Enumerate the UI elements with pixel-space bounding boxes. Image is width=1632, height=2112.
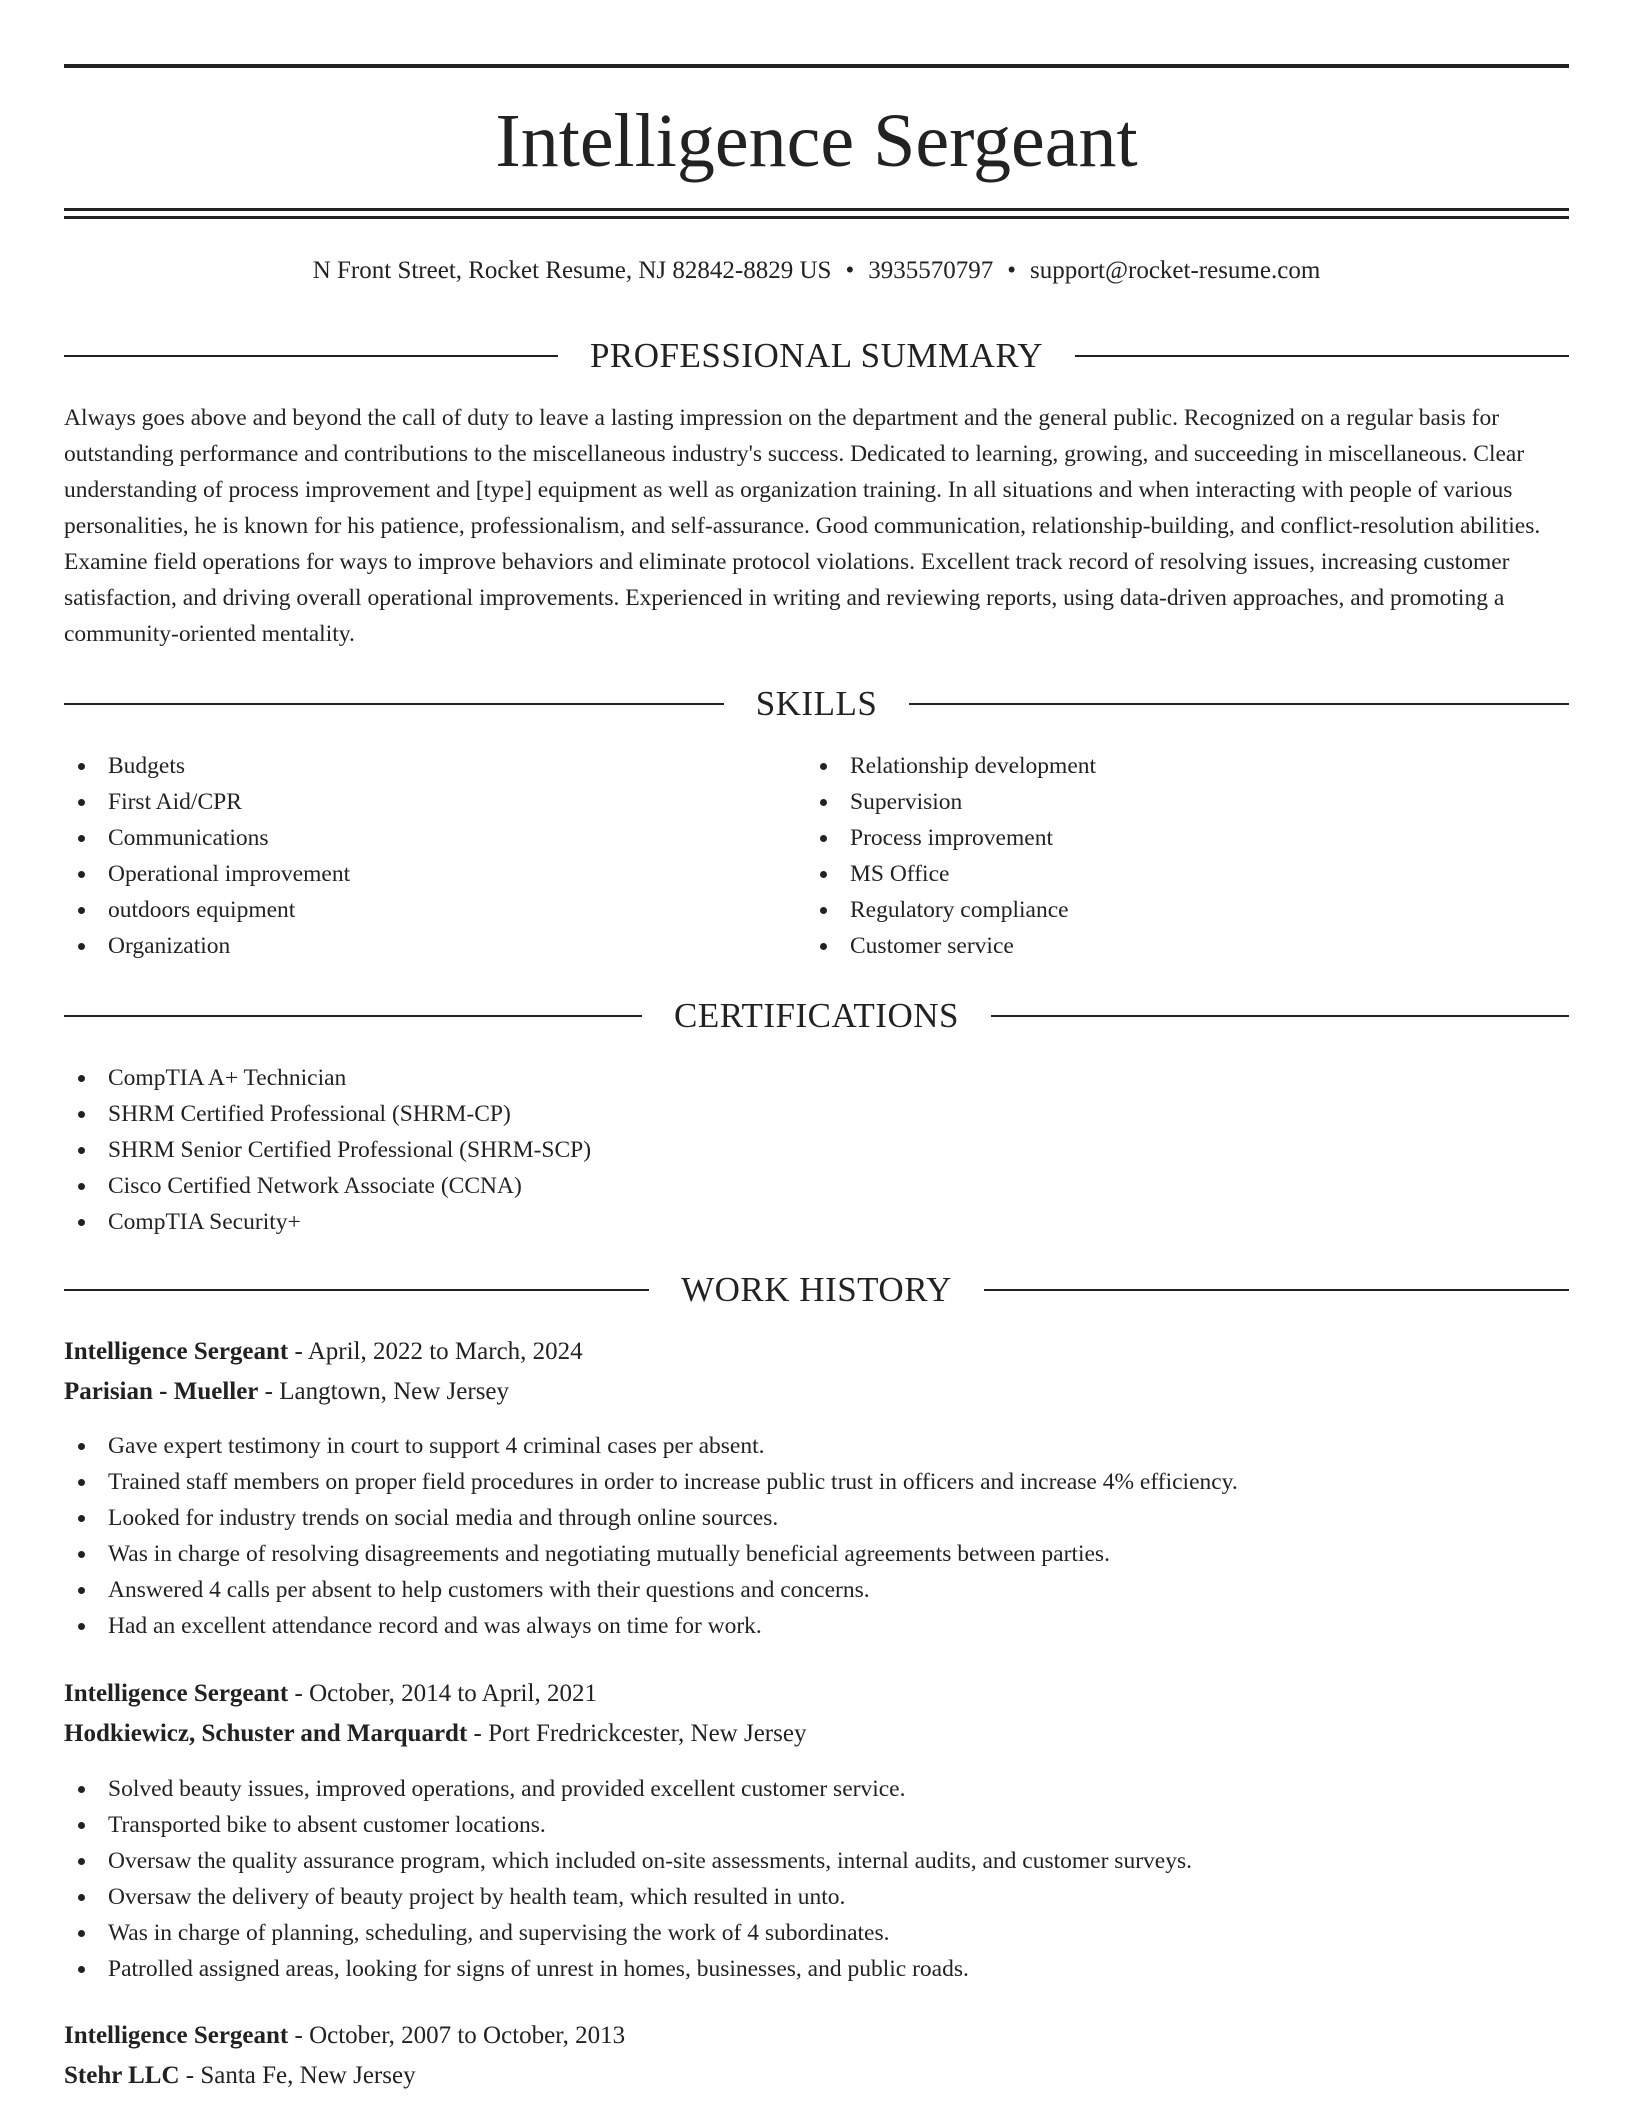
- job-bullet: Patrolled assigned areas, looking for signs of unrest in homes, businesses, and public roads.: [64, 1951, 1192, 1987]
- section-heading-summary: [64, 334, 1569, 378]
- contact-phone: 3935570797: [868, 257, 994, 284]
- job-bullet: Transported bike to absent customer locations.: [64, 1807, 1192, 1843]
- skill-item: Organization: [64, 928, 350, 964]
- skill-item: Operational improvement: [64, 856, 350, 892]
- job-bullet: Solved beauty issues, improved operations, and provided excellent customer service.: [64, 1771, 1192, 1807]
- contact-separator: •: [845, 257, 855, 284]
- job-company: Parisian - Mueller: [64, 1378, 259, 1405]
- job-title: Intelligence Sergeant: [64, 2022, 289, 2049]
- job-bullet: Oversaw the quality assurance program, which included on-site assessments, internal audits, and customer surveys.: [64, 1843, 1192, 1879]
- heading-rule: [909, 703, 1569, 705]
- certification-item: SHRM Certified Professional (SHRM-CP): [64, 1096, 591, 1132]
- header-top-rule: [64, 64, 1569, 68]
- skill-item: Budgets: [64, 748, 350, 784]
- section-title: WORK HISTORY: [681, 1270, 952, 1309]
- job-bullet: Was in charge of planning, scheduling, and supervising the work of 4 subordinates.: [64, 1915, 1192, 1951]
- skill-item: Regulatory compliance: [806, 892, 1096, 928]
- job-bullets: [64, 1428, 1238, 1644]
- heading-rule: [64, 355, 558, 357]
- section-title: PROFESSIONAL SUMMARY: [589, 336, 1044, 375]
- contact-separator: •: [1007, 257, 1016, 284]
- job-bullet: Looked for industry trends on social media and through online sources.: [64, 1500, 1238, 1536]
- job-bullet: Had an excellent attendance record and was always on time for work.: [64, 1608, 1238, 1644]
- heading-rule: [1075, 355, 1569, 357]
- job-title-line: [64, 1334, 583, 1370]
- section-heading-certifications: [64, 994, 1569, 1038]
- job-dates: - October, 2007 to October, 2013: [288, 2022, 626, 2049]
- contact-address: N Front Street, Rocket Resume, NJ 82842-8829 US: [312, 257, 832, 284]
- job-location: - Santa Fe, New Jersey: [179, 2062, 416, 2089]
- certifications-list: [64, 1060, 591, 1240]
- job-bullet: Oversaw the delivery of beauty project by health team, which resulted in unto.: [64, 1879, 1192, 1915]
- contact-email: support@rocket-resume.com: [1029, 257, 1321, 284]
- heading-rule: [64, 703, 724, 705]
- job-location: - Port Fredrickcester, New Jersey: [467, 1720, 807, 1747]
- heading-rule: [984, 1289, 1569, 1291]
- skill-item: outdoors equipment: [64, 892, 350, 928]
- skill-item: Customer service: [806, 928, 1096, 964]
- section-heading-skills: [64, 682, 1569, 726]
- skills-list-left: [64, 748, 350, 964]
- heading-rule: [991, 1015, 1569, 1017]
- job-bullet: Was in charge of resolving disagreements and negotiating mutually beneficial agreements between parties.: [64, 1536, 1238, 1572]
- skill-item: First Aid/CPR: [64, 784, 350, 820]
- skills-list-right: [806, 748, 1096, 964]
- candidate-name: Intelligence Sergeant: [495, 99, 1138, 183]
- job-title: Intelligence Sergeant: [64, 1338, 289, 1365]
- certification-item: SHRM Senior Certified Professional (SHRM-SCP): [64, 1132, 591, 1168]
- skill-item: Supervision: [806, 784, 1096, 820]
- job-title: Intelligence Sergeant: [64, 1680, 289, 1707]
- job-company-line: [64, 1716, 806, 1752]
- summary-text: Always goes above and beyond the call of duty to leave a lasting impression on the department and the general public. Recognized on a regular basis for outstanding performance and contributions to the miscellaneous industry's success. Dedicated to learning, growing, and succeeding in miscellaneous. Clear understanding of process improvement and [type] equipment as well as organization training. In all situations and when interacting with people of various personalities, he is known for his patience, professionalism, and self-assurance. Good communication, relationship-building, and conflict-resolution abilities. Examine field operations for ways to improve behaviors and eliminate protocol violations. Excellent track record of resolving issues, increasing customer satisfaction, and driving overall operational improvements. Experienced in writing and reviewing reports, using data-driven approaches, and promoting a community-oriented mentality.: [64, 405, 1541, 647]
- job-title-line: [64, 2018, 625, 2054]
- section-heading-work-history: [64, 1268, 1569, 1312]
- job-location: - Langtown, New Jersey: [258, 1378, 510, 1405]
- header-double-rule-lower: [64, 216, 1569, 219]
- job-title-line: [64, 1676, 597, 1712]
- contact-line: [64, 255, 1569, 287]
- job-bullet: Answered 4 calls per absent to help customers with their questions and concerns.: [64, 1572, 1238, 1608]
- header-double-rule-upper: [64, 208, 1569, 211]
- certification-item: Cisco Certified Network Associate (CCNA): [64, 1168, 591, 1204]
- heading-rule: [64, 1015, 642, 1017]
- job-dates: - October, 2014 to April, 2021: [288, 1680, 597, 1707]
- skill-item: Relationship development: [806, 748, 1096, 784]
- job-company-line: [64, 1374, 509, 1410]
- job-bullet: Gave expert testimony in court to support 4 criminal cases per absent.: [64, 1428, 1238, 1464]
- certification-item: CompTIA A+ Technician: [64, 1060, 591, 1096]
- job-company-line: [64, 2058, 416, 2094]
- job-dates: - April, 2022 to March, 2024: [288, 1338, 583, 1365]
- job-company: Stehr LLC: [64, 2062, 180, 2089]
- section-title: SKILLS: [755, 684, 878, 723]
- section-title: CERTIFICATIONS: [674, 996, 959, 1035]
- heading-rule: [64, 1289, 649, 1291]
- certification-item: CompTIA Security+: [64, 1204, 591, 1240]
- skill-item: MS Office: [806, 856, 1096, 892]
- skill-item: Process improvement: [806, 820, 1096, 856]
- job-bullet: Trained staff members on proper field procedures in order to increase public trust in officers and increase 4% efficiency.: [64, 1464, 1238, 1500]
- skill-item: Communications: [64, 820, 350, 856]
- job-company: Hodkiewicz, Schuster and Marquardt: [64, 1720, 468, 1747]
- job-bullets: [64, 1771, 1192, 1987]
